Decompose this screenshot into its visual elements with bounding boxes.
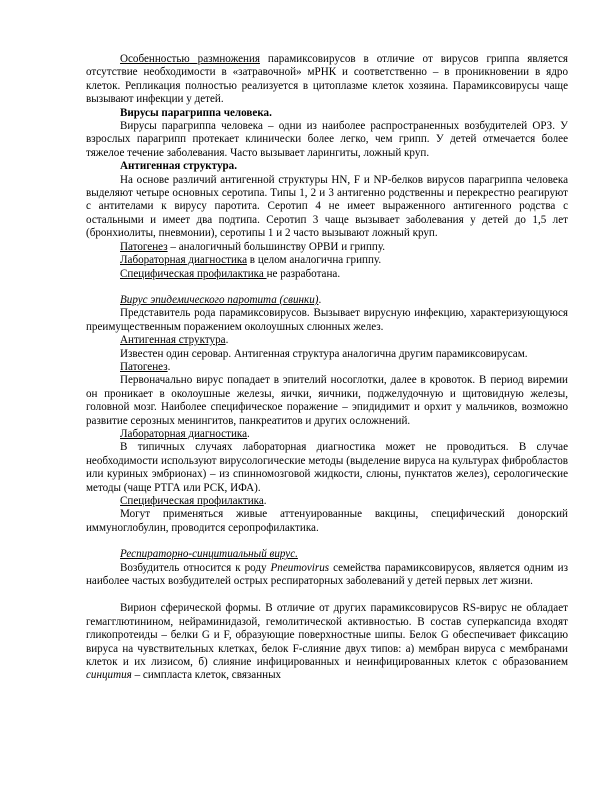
parainfluenza-antigen-title: Антигенная структура. [120,160,237,173]
mumps-antigen-label: Антигенная структура. [120,334,229,347]
mumps-lab-label: Лабораторная диагностика. [120,427,250,440]
paragraph-spacer [86,588,568,602]
rsv-paragraph-2: Вирион сферической формы. В отличие от других парамиксовирусов RS-вирус не обладает гемагглютинином, нейраминидазой, гемолитической активностью. В состав суперкапсида входят гликопротеиды – белки G и F, образующие поверхностные шипы. Белок G обеспечивает фиксацию вируса на чувствительных клетках, белок F-слияние двух типов: а) мембран вируса с мембранами клеток и их лизисом, б) слияние инфицированных и неинфицированных клеток с образованием синцития – симпласта клеток, связанных [86,602,568,682]
section-spacer [86,535,568,548]
parainfluenza-prophylaxis: Специфическая профилактика не разработана. [120,267,341,280]
mumps-lab-text: В типичных случаях лабораторная диагностика может не проводиться. В случае необходимости используют вирусологические методы (выделение вируса на культурах фибробластов или куриных эмбрионах) – из спинномозговой жидкости, слюны, пунктатов желез), серологические методы (чаще РТГА или РСК, ИФА). [86,441,568,494]
parainfluenza-pathogenesis: Патогенез – аналогичный большинству ОРВИ и гриппу. [120,240,386,253]
parainfluenza-title: Вирусы парагриппа человека. [120,106,272,119]
section-spacer [86,281,568,294]
genus-name: Pneumovirus [270,561,330,574]
document-page [86,53,568,683]
mumps-pathogenesis-label: Патогенез. [120,360,171,373]
rsv-title: Респираторно-синцитиальный вирус. [120,548,298,561]
mumps-title: Вирус эпидемического паротита (свинки). [120,293,322,306]
parainfluenza-intro: Вирусы парагриппа человека – одни из наиболее распространенных возбудителей ОРЗ. У взрослых парагрипп протекает клинически более легко, чем грипп. У детей отмечается более тяжелое течение заболевания. Часто вызывает ларингиты, ложный круп. [86,120,568,159]
mumps-pathogenesis-text: Первоначально вирус попадает в эпителий носоглотки, далее в кровоток. В период виремии он проникает в околоушные железы, яички, яичники, поджелудочную и щитовидную железы, головной мозг. Наиболее специфическое поражение – эпидидимит и орхит у мальчиков, возможно развитие серозных менингитов, панкреатитов и других осложнений. [86,374,568,427]
syncytium-term: синцития [86,669,132,682]
paragraph-paramyxo-reproduction: Особенностью размножения парамиксовирусов в отличие от вирусов гриппа является отсутствие необходимости в «затравочной» мРНК и соответственно – в проникновении в ядро клеток. Репликация полностью реализуется в цитоплазме клеток хозяина. Парамиксовирусы чаще вызывают инфекции у детей. [86,53,569,106]
rsv-paragraph-1: Возбудитель относится к роду Pneumovirus семейства парамиксовирусов, является одним из наиболее частых возбудителей острых респираторных заболеваний у детей первых лет жизни. [86,561,568,588]
parainfluenza-lab: Лабораторная диагностика в целом аналогична гриппу. [120,254,382,267]
mumps-intro: Представитель рода парамиксовирусов. Вызывает вирусную инфекцию, характеризующуюся преимущественным поражением околоушных слюнных желез. [86,307,568,333]
mumps-prophylaxis-text: Могут применяться живые аттенуированные вакцины, специфический донорский иммуноглобулин, проводится серопрофилактика. [86,508,568,534]
mumps-prophylaxis-label: Специфическая профилактика. [120,495,267,507]
parainfluenza-antigen-text: На основе различий антигенной структуры HN, F и NP-белков вирусов парагриппа человека выделяют четыре основных серотипа. Типы 1, 2 и 3 антигенно родственны и перекрестно реагируют с антителами к вирусу паротита. Серотип 4 не имеет выраженного антигенного родства с остальными и имеет два подтипа. Серотип 3 чаще вызывает заболевания у детей до 1,5 лет (бронхиолиты, пневмонии), серотипы 1 и 2 часто вызывают ложный круп. [86,173,568,240]
mumps-antigen-text: Известен один серовар. Антигенная структура аналогична другим парамиксовирусам. [120,347,528,360]
reproduction-heading: Особенностью размножения [120,53,260,65]
